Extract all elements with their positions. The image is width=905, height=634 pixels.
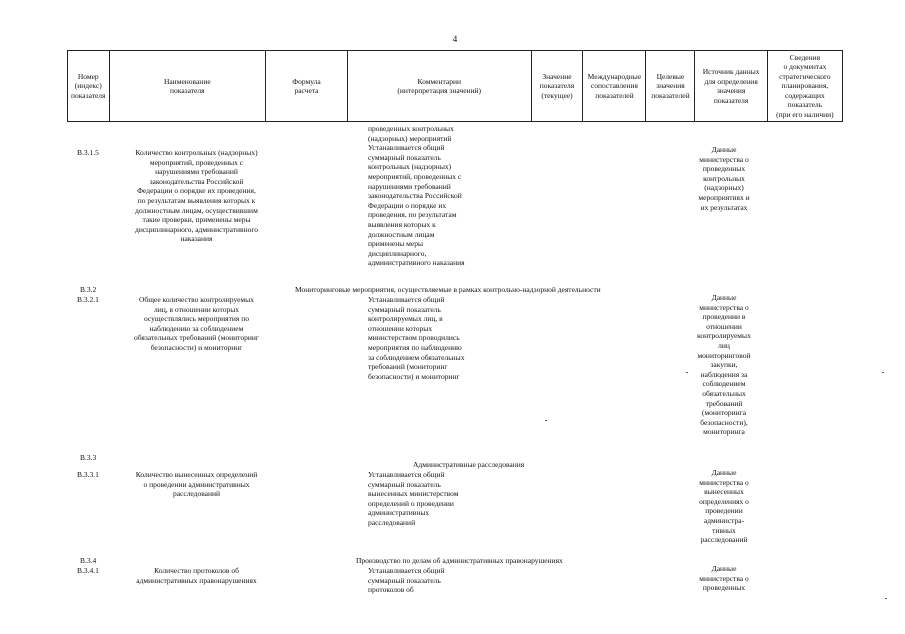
header-strategic-docs: Сведения о документах стратегического планирования, содержащих показатель (при его наличии) xyxy=(776,52,834,119)
header-index: Номер (индекс) показателя xyxy=(68,51,110,121)
row-code: В.3.3.1 xyxy=(77,470,99,479)
row-comment: Устанавливается общий суммарный показатель вынесенных министерством определений о проведении административных расследований xyxy=(368,470,459,527)
section-code: В.3.4 xyxy=(80,556,97,565)
scan-speck xyxy=(885,598,887,599)
row-source: Данные министерства о вынесенных определениях о проведении администра- тивных расследований xyxy=(699,468,749,545)
row-source: Данные министерства о проведенных xyxy=(699,564,749,593)
row-code: В.3.2.1 xyxy=(77,295,99,304)
section-title: Мониторинговые мероприятия, осуществляемые в рамках контрольно-надзорной деятельности xyxy=(295,285,601,294)
section-title: Производство по делам об административных правонарушениях xyxy=(356,556,563,565)
header-international: Международные сопоставления показателей xyxy=(583,51,646,121)
row-comment: Устанавливается общий суммарный показатель протоколов об xyxy=(368,566,445,595)
header-formula: Формула расчета xyxy=(266,51,348,121)
row-source: Данные министерства о проведенных контрольных (надзорных) мероприятиях и их результатах xyxy=(698,145,750,212)
row-source: Данные министерства о проведении в отношении контролируемых лиц мониторинговой закупки, наблюдения за соблюдением обязательных требований (мониторинга безопасности), мониторинга xyxy=(697,293,751,437)
header-current-value: Значение показателя (текущее) xyxy=(532,51,584,121)
row-name: Общее количество контролируемых лиц, в отношении которых осуществлялись мероприятия по наблюдению за соблюдением обязательных требований (мониторинг безопасности) и мониторинг xyxy=(134,295,259,352)
header-name: Наименование показателя xyxy=(110,51,267,121)
page-number: 4 xyxy=(452,34,458,44)
header-data-source: Источник данных для определения значения показателя xyxy=(695,51,767,121)
table-header xyxy=(67,50,843,122)
section-title: Административные расследования xyxy=(413,460,525,469)
row-name: Количество вынесенных определений о проведении административных расследований xyxy=(135,470,258,499)
scan-speck xyxy=(545,420,547,421)
header-comments: Комментарии (интерпретация значений) xyxy=(348,51,532,121)
section-code: В.3.3 xyxy=(80,453,97,462)
row-name: Количество контрольных (надзорных) мероприятий, проведенных с нарушениями требований законодательства Российской Федерации о порядке их проведения, по результатам выявления которых к должностным лицам, осуществившим такие проверки, применены меры дисциплинарного, административного наказания xyxy=(135,148,258,244)
header-target-values: Целевые значения показателей xyxy=(646,51,695,121)
row-code: В.3.1.5 xyxy=(77,148,99,157)
section-code: В.3.2 xyxy=(80,285,97,294)
row-name: Количество протоколов об административных правонарушениях xyxy=(136,566,257,585)
row-comment: Устанавливается общий суммарный показатель контролируемых лиц, в отношении которых министерством проводились мероприятия по наблюдению за соблюдением обязательных требований (мониторинг безопасности) и мониторинг xyxy=(368,295,465,381)
row-code: В.3.4.1 xyxy=(77,566,99,575)
scan-speck xyxy=(686,372,688,373)
row-comment: проведенных контрольных (надзорных) мероприятий Устанавливается общий суммарный показатель контрольных (надзорных) мероприятий, проведенных с нарушениями требований законодательства Российской Федерации о порядке их проведения, по результатам выявления которых к должностным лицам применены меры дисциплинарного, административного наказания xyxy=(368,124,465,268)
scan-speck xyxy=(882,372,884,373)
